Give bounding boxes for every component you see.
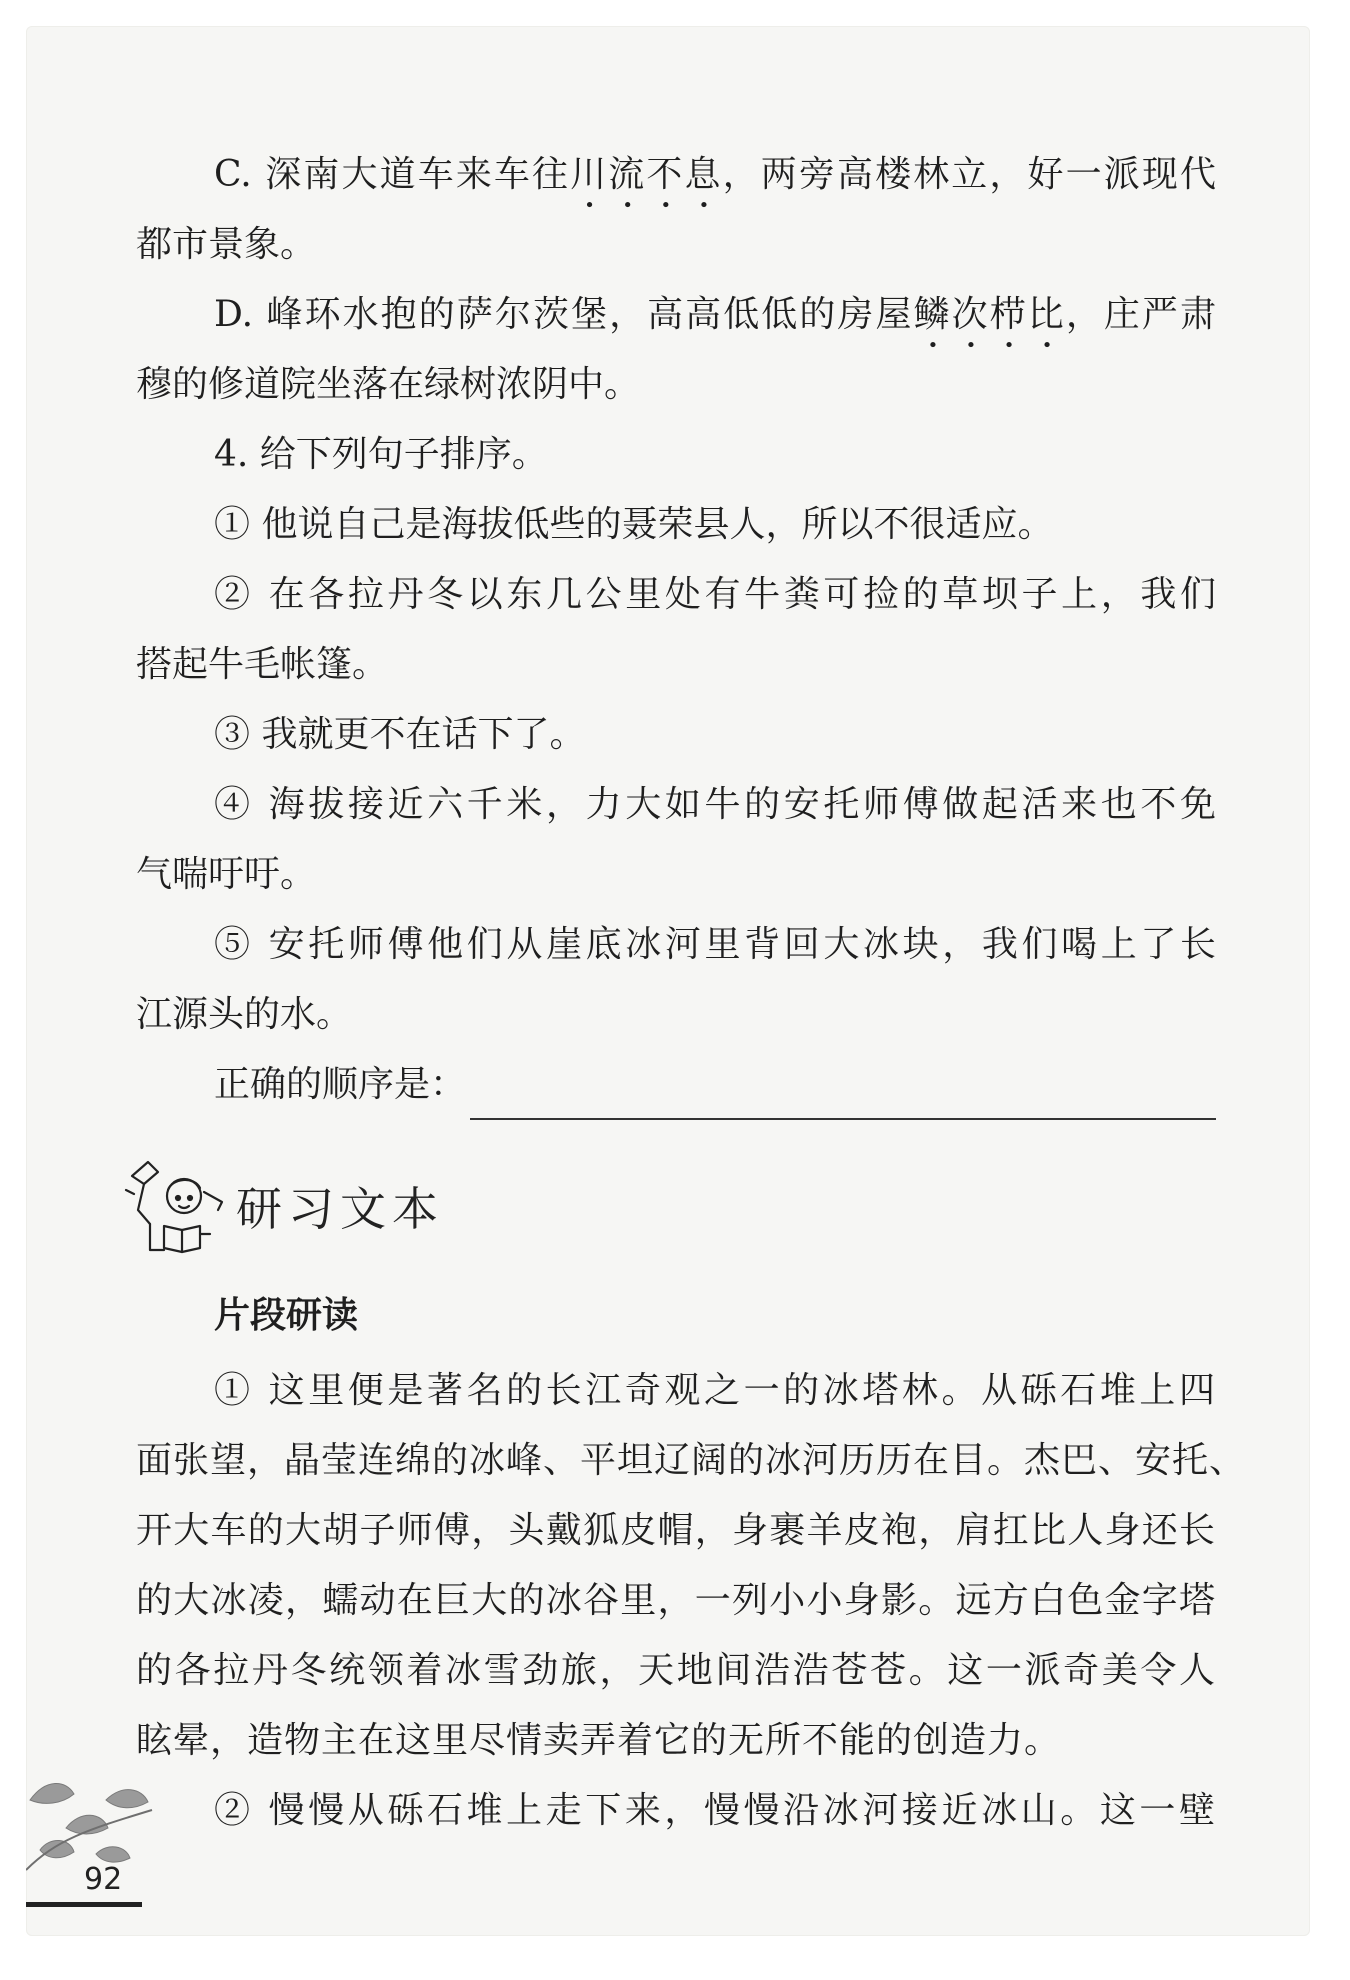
option-c-text: C. 深南大道车来车往 xyxy=(214,154,571,195)
page-number-bar xyxy=(26,1902,142,1907)
option-c-line-1 xyxy=(136,140,1216,210)
passage-line: 开大车的大胡子师傅，头戴狐皮帽，身裹羊皮袍，肩扛比人身还长 xyxy=(136,1510,1216,1551)
section-title: 研习文本 xyxy=(236,1182,444,1236)
option-c-text-rest: ，两旁高楼林立，好一派现代 xyxy=(722,154,1216,195)
section-header xyxy=(136,1154,1216,1266)
sentence-3: ③ 我就更不在话下了。 xyxy=(214,714,586,755)
student-reading-icon xyxy=(124,1154,230,1262)
answer-row xyxy=(136,1050,1216,1120)
sentence-4-line-1: ④ 海拔接近六千米，力大如牛的安托师傅做起活来也不免 xyxy=(214,784,1216,825)
passage-line: 眩晕，造物主在这里尽情卖弄着它的无所不能的创造力。 xyxy=(136,1720,1062,1761)
sentence-2-line-2: 搭起牛毛帐篷。 xyxy=(136,644,389,685)
option-d-line-1 xyxy=(136,280,1216,350)
passage-line: ② 慢慢从砾石堆上走下来，慢慢沿冰河接近冰山。这一壁 xyxy=(214,1790,1216,1831)
option-d-text: D. 峰环水抱的萨尔茨堡，高高低低的房屋 xyxy=(214,294,914,335)
page-content xyxy=(136,140,1247,1846)
subheading: 片段研读 xyxy=(214,1295,359,1336)
sentence-5-line-1: ⑤ 安托师傅他们从崖底冰河里背回大冰块，我们喝上了长 xyxy=(214,924,1216,965)
answer-blank-line[interactable] xyxy=(470,1066,1216,1120)
answer-label: 正确的顺序是： xyxy=(214,1064,467,1105)
passage-line: 的大冰凌，蠕动在巨大的冰谷里，一列小小身影。远方白色金字塔 xyxy=(136,1580,1216,1621)
option-d-text-rest: ，庄严肃 xyxy=(1065,294,1216,335)
option-d-emphasized-idiom: 鳞次栉比 xyxy=(913,294,1066,335)
question-4-title: 4. 给下列句子排序。 xyxy=(214,434,548,475)
sentence-4-line-2: 气喘吁吁。 xyxy=(136,854,317,895)
passage-line: ① 这里便是著名的长江奇观之一的冰塔林。从砾石堆上四 xyxy=(214,1370,1216,1411)
sentence-5-line-2: 江源头的水。 xyxy=(136,994,353,1035)
option-c-emphasized-idiom: 川流不息 xyxy=(570,154,723,195)
page-number: 92 xyxy=(84,1862,123,1897)
passage-line: 的各拉丹冬统领着冰雪劲旅，天地间浩浩苍苍。这一派奇美令人 xyxy=(136,1650,1216,1691)
option-c-line-2: 都市景象。 xyxy=(136,224,317,265)
passage-line: 面张望，晶莹连绵的冰峰、平坦辽阔的冰河历历在目。杰巴、安托、 xyxy=(136,1440,1247,1481)
sentence-2-line-1: ② 在各拉丹冬以东几公里处有牛粪可捡的草坝子上，我们 xyxy=(214,574,1216,615)
sentence-1: ① 他说自己是海拔低些的聂荣县人，所以不很适应。 xyxy=(214,504,1054,545)
option-d-line-2: 穆的修道院坐落在绿树浓阴中。 xyxy=(136,364,641,405)
passage xyxy=(136,1356,1247,1846)
